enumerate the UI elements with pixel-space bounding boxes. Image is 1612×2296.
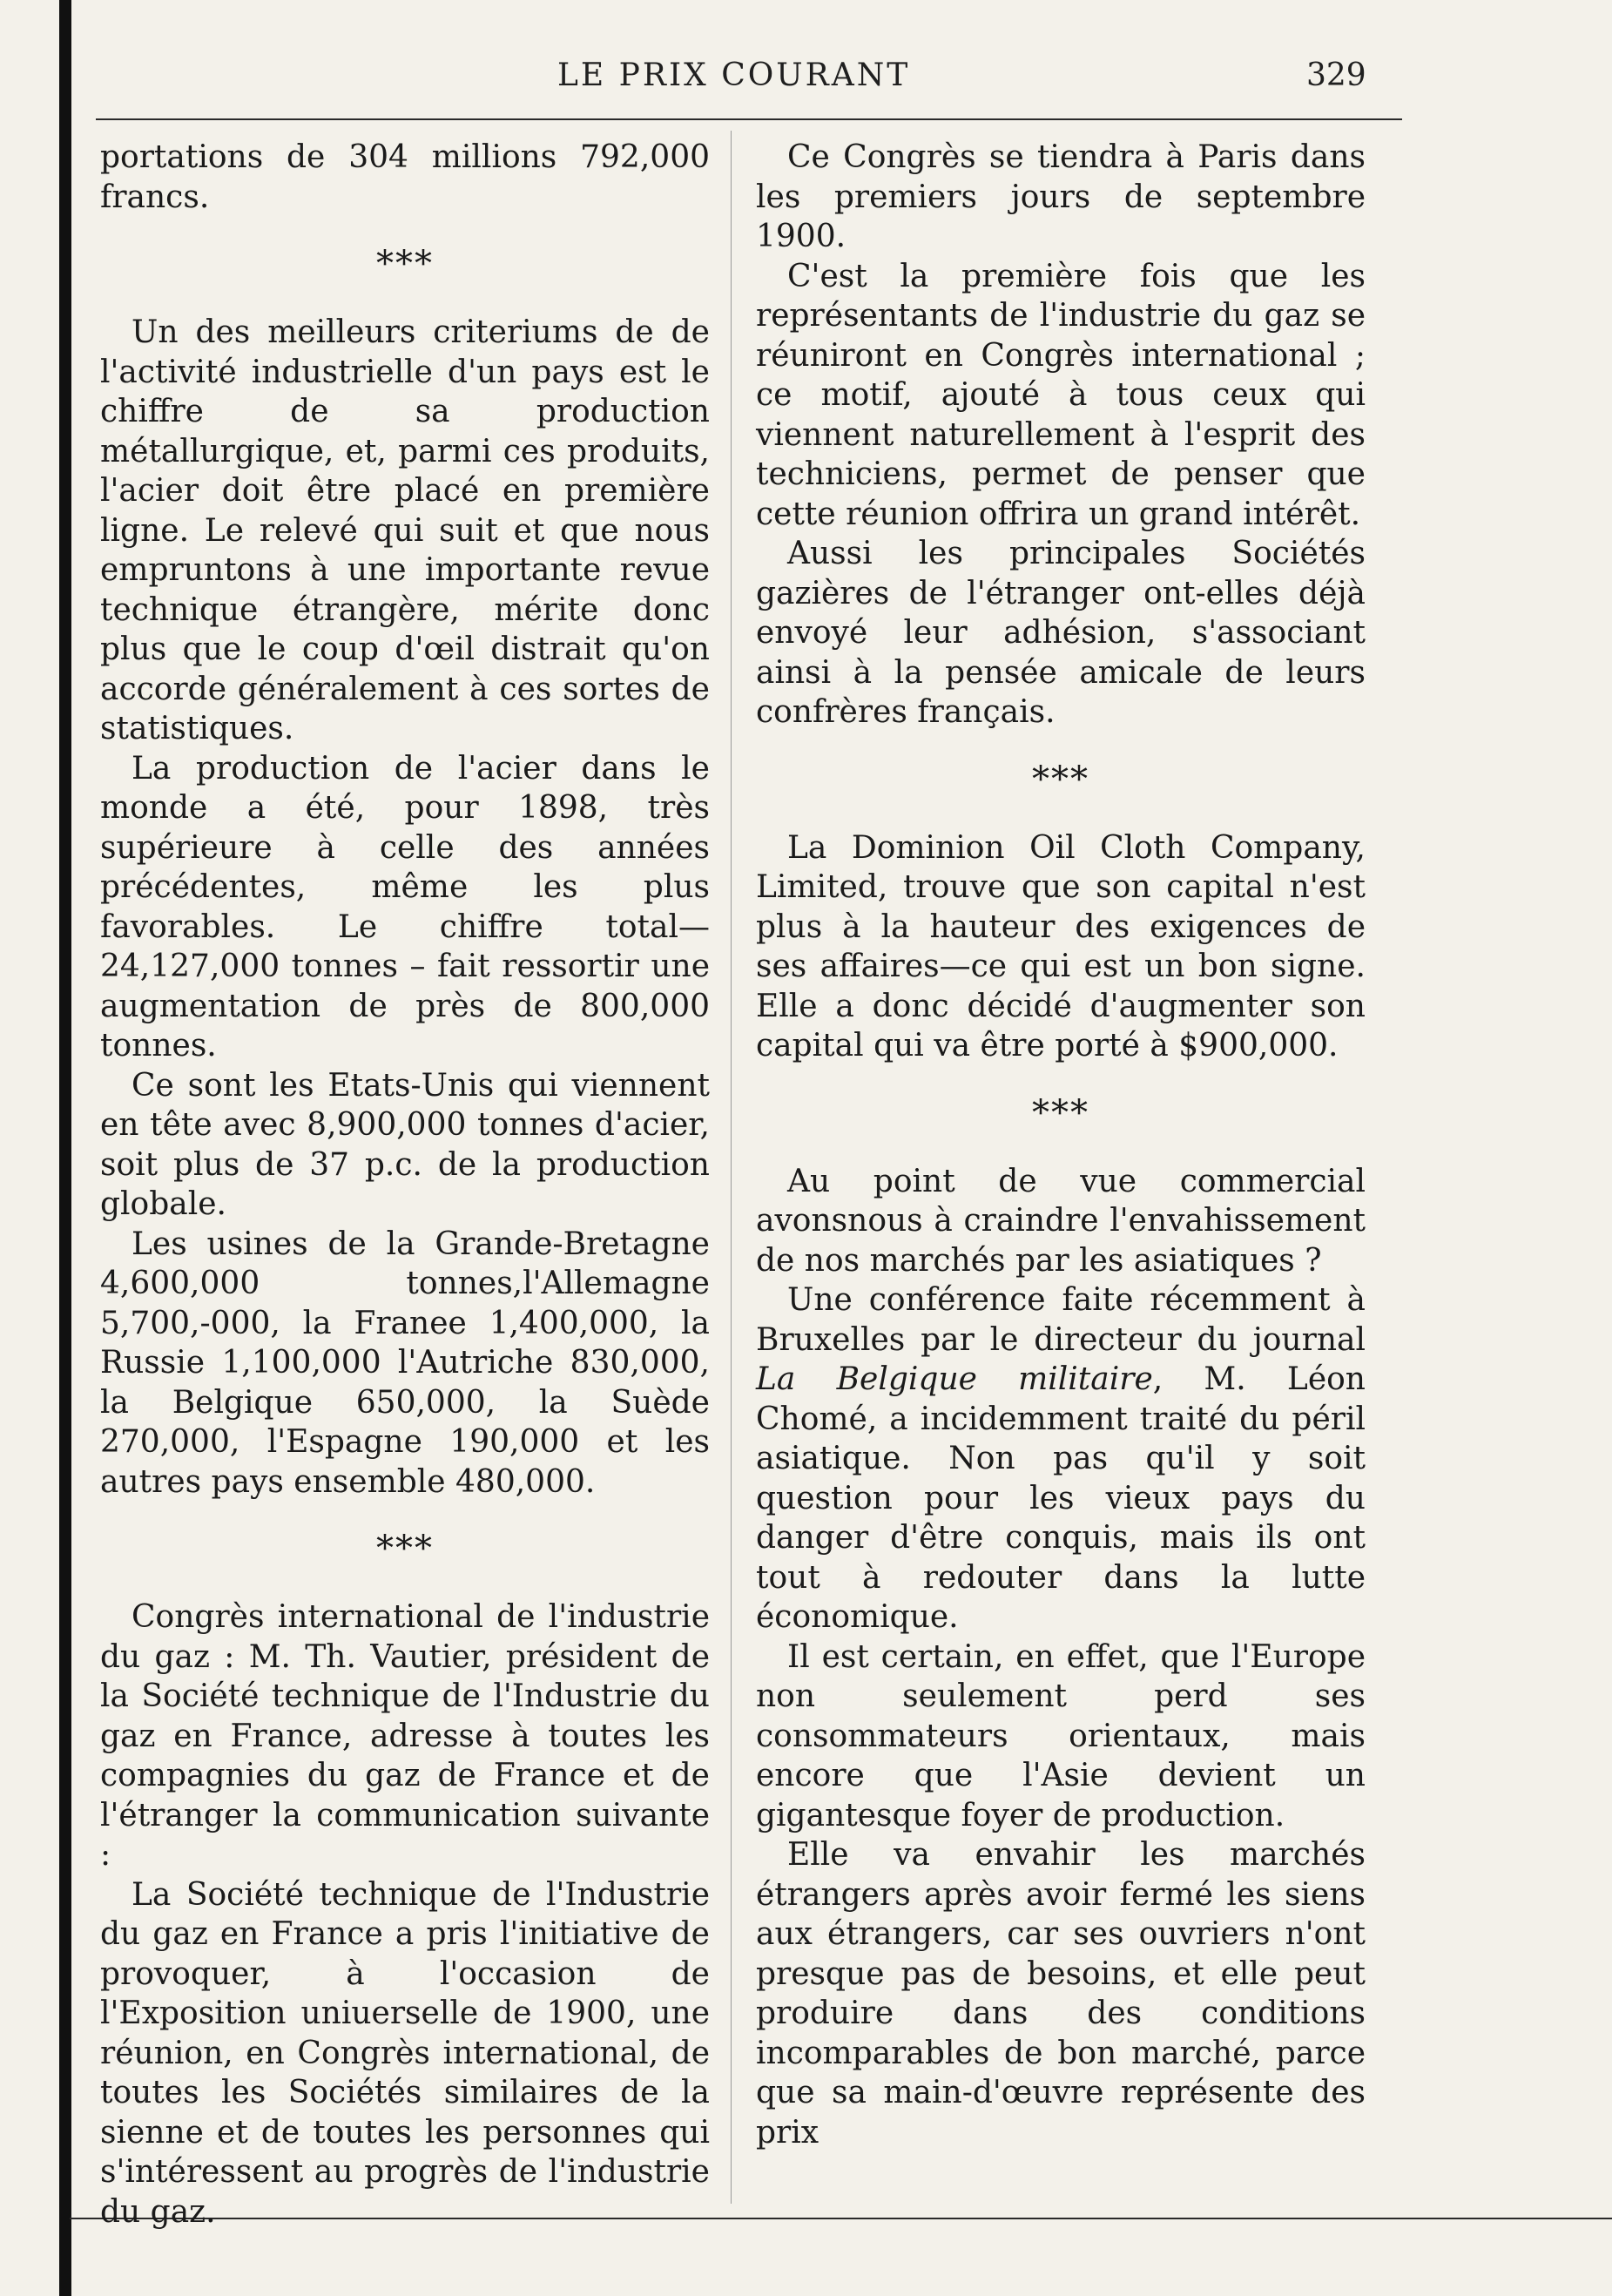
left-paragraph-5: Les usines de la Grande-Bretagne 4,600,000 tonnes,l'Allemagne 5,700,-000, la Franee 1,400,000, la Russie 1,100,000 l'Autriche 830,000, la Belgique 650,000, la Suède 270,000, l'Espagne 190,000 et les autres pays ensemble 480,000. — [100, 1226, 710, 1500]
right-paragraph-8: Elle va envahir les marchés étrangers après avoir fermé les siens aux étrangers, car ses ouvriers n'ont presque pas de besoins, et elle peut produire dans des conditions incomparables de bon marché, parce que sa main-d'œuvre représente des prix — [756, 1837, 1366, 2151]
left-paragraph-1: portations de 304 millions 792,000 francs. — [100, 139, 710, 215]
paragraph-text: Une conférence faite récemment à Bruxelles par le directeur du journal — [756, 1282, 1366, 1358]
page-header — [0, 54, 1612, 106]
left-paragraph-6: Congrès international de l'industrie du gaz : M. Th. Vautier, président de la Société technique de l'Industrie du gaz en France, adresse à toutes les compagnies du gaz de France et de l'étranger la communication suivante : — [100, 1599, 710, 1873]
left-paragraph-3: La production de l'acier dans le monde a été, pour 1898, très supérieure à celle des années précédentes, même les plus favorables. Le chiffre total—24,127,000 tonnes – fait ressortir une augmentation de près de 800,000 tonnes. — [100, 750, 710, 1064]
asterism-divider: *** — [376, 244, 434, 284]
right-paragraph-1: Ce Congrès se tiendra à Paris dans les premiers jours de septembre 1900. — [756, 139, 1366, 254]
right-paragraph-6 — [756, 1280, 1366, 1638]
asterism-divider: *** — [1032, 1092, 1089, 1133]
right-paragraph-2: C'est la première fois que les représentants de l'industrie du gaz se réuniront en Congrès international ; ce motif, ajouté à tous ceux qui viennent naturellement à l'esprit des techniciens, permet de penser que cette réunion offrira un grand intérêt. — [756, 258, 1366, 532]
left-paragraph-4: Ce sont les Etats-Unis qui viennent en tête avec 8,900,000 tonnes d'acier, soit plus de 37 p.c. de la production globale. — [100, 1067, 710, 1222]
journal-title: La Belgique militaire — [756, 1361, 1153, 1397]
left-paragraph-2: Un des meilleurs criteriums de de l'activité industrielle d'un pays est le chiffre de sa production métallurgique, et, parmi ces produits, l'acier doit être placé en première ligne. Le relevé qui suit et que nous empruntons à une importante revue technique étrangère, mérite donc plus que le coup d'œil distrait qu'on accorde généralement à ces sortes de statistiques. — [100, 314, 710, 746]
left-paragraph-7: La Société technique de l'Industrie du gaz en France a pris l'initiative de provoquer, à l'occasion de l'Exposition uniuerselle de 1900, une réunion, en Congrès international, de toutes les Sociétés similaires de la sienne et de toutes les personnes qui s'intéressent au progrès de l'industrie du gaz. — [100, 1876, 710, 2230]
right-paragraph-4: La Dominion Oil Cloth Company, Limited, trouve que son capital n'est plus à la hauteur des exigences de ses affaires—ce qui est un bon signe. Elle a donc décidé d'augmenter son capital qui va être porté à $900,000. — [756, 829, 1366, 1064]
running-title: LE PRIX COURANT — [557, 57, 911, 93]
right-column — [756, 138, 1366, 2202]
paragraph-text: , M. Léon Chomé, a incidemment traité du péril asiatique. Non pas qu'il y soit question pour les vieux pays du danger d'être conquis, mais ils ont tout à redouter dans la lutte économique. — [756, 1361, 1366, 1635]
asterism-divider: *** — [376, 1529, 434, 1569]
right-paragraph-3: Aussi les principales Sociétés gazières de l'étranger ont-elles déjà envoyé leur adhésion, s'associant ainsi à la pensée amicale de leurs confrères français. — [756, 536, 1366, 730]
right-paragraph-5: Au point de vue commercial avonsnous à craindre l'envahissement de nos marchés par les asiatiques ? — [756, 1163, 1366, 1279]
page-number: 329 — [1306, 57, 1366, 93]
header-rule — [96, 118, 1402, 120]
column-divider — [731, 131, 732, 2204]
right-paragraph-7: Il est certain, en effet, que l'Europe non seulement perd ses consommateurs orientaux, mais encore que l'Asie devient un gigantesque foyer de production. — [756, 1638, 1366, 1833]
page-binding-edge — [59, 0, 71, 2296]
asterism-divider: *** — [1032, 759, 1089, 800]
left-column — [100, 138, 710, 2230]
